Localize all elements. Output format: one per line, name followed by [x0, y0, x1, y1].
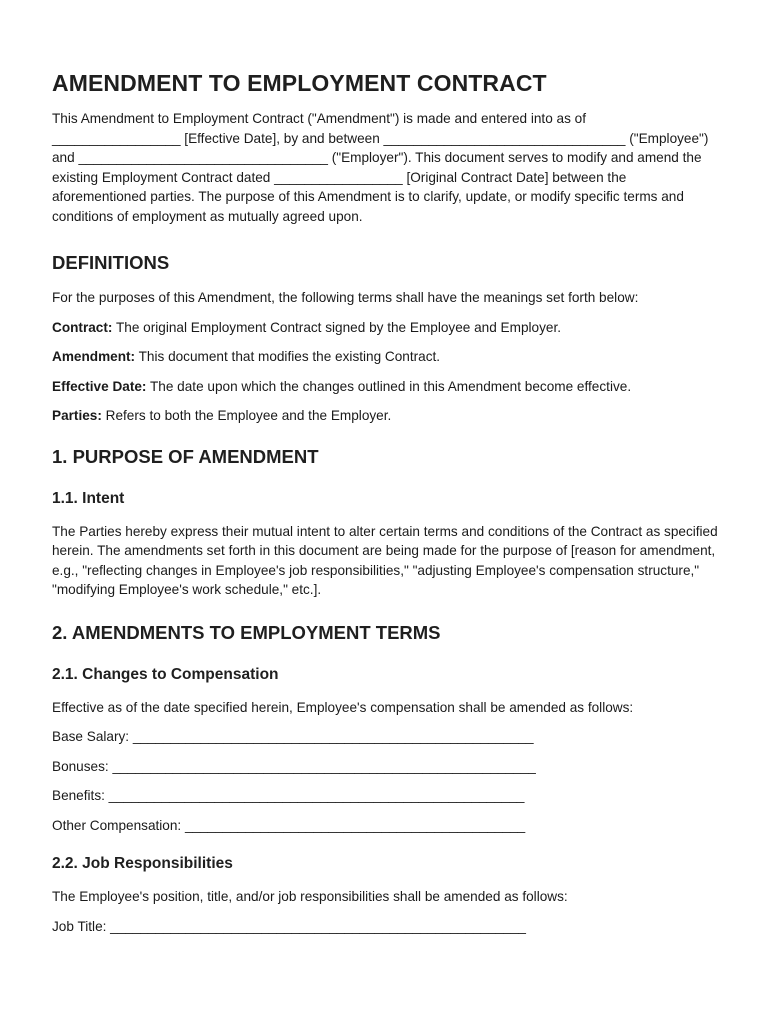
definition-text: The original Employment Contract signed by the Employee and Employer.	[112, 319, 562, 335]
definitions-heading: DEFINITIONS	[52, 252, 170, 273]
definition-term: Effective Date:	[52, 378, 147, 394]
section-2-1-heading: 2.1. Changes to Compensation	[52, 665, 279, 683]
section-2-2-heading: 2.2. Job Responsibilities	[52, 855, 233, 872]
definition-term: Parties:	[52, 408, 102, 423]
section-1-1-heading: 1.1. Intent	[52, 489, 125, 507]
base-salary-field: Base Salary: _____________________________________________________	[52, 729, 534, 744]
definition-item	[52, 377, 718, 397]
section-1-heading: 1. PURPOSE OF AMENDMENT	[52, 445, 319, 467]
definition-text: This document that modifies the existing Contract.	[135, 349, 441, 364]
section-1-1-text: The Parties hereby express their mutual intent to alter certain terms and conditions of the Contract as specified herein. The amendments set forth in this document are being made for the purpose of [reason for amendment, e.g., "reflecting changes in Employee's job responsibilities," "adjusting Employee's compensation structure," "modifying Employee's work schedule," etc.].	[52, 523, 718, 597]
section-2-2-intro: The Employee's position, title, and/or job responsibilities shall be amended as follows:	[52, 889, 568, 904]
definitions-intro: For the purposes of this Amendment, the following terms shall have the meanings set forth below:	[52, 290, 639, 305]
other-compensation-field: Other Compensation: _____________________________________________	[52, 817, 526, 833]
definition-text: Refers to both the Employee and the Employer.	[101, 408, 392, 423]
bonuses-field: Bonuses: ________________________________________________________	[52, 758, 536, 774]
benefits-field: Benefits: _______________________________________________________	[52, 788, 525, 803]
definition-text: The date upon which the changes outlined in this Amendment become effective.	[146, 378, 632, 394]
definition-item	[52, 318, 718, 338]
section-2-1-intro: Effective as of the date specified herein, Employee's compensation shall be amended as follows:	[52, 699, 634, 715]
job-title-field: Job Title: _______________________________________________________	[52, 918, 526, 934]
definition-item	[52, 347, 718, 367]
definition-term: Contract:	[52, 319, 113, 335]
intro-paragraph: This Amendment to Employment Contract ("Amendment") is made and entered into as of _________________ [Effective Date], by and between ________________________________ ("Employee") and _________________________________ ("Employer"). This document serves to modify and amend the existing Employment Contract dated _________________ [Original Contract Date] between the aforementioned parties. The purpose of this Amendment is to clarify, update, or modify specific terms and conditions of employment as mutually agreed upon.	[52, 111, 709, 224]
section-2-heading: 2. AMENDMENTS TO EMPLOYMENT TERMS	[52, 621, 441, 643]
definition-item	[52, 406, 718, 426]
document-title: AMENDMENT TO EMPLOYMENT CONTRACT	[52, 70, 547, 96]
definition-term: Amendment:	[52, 349, 136, 364]
